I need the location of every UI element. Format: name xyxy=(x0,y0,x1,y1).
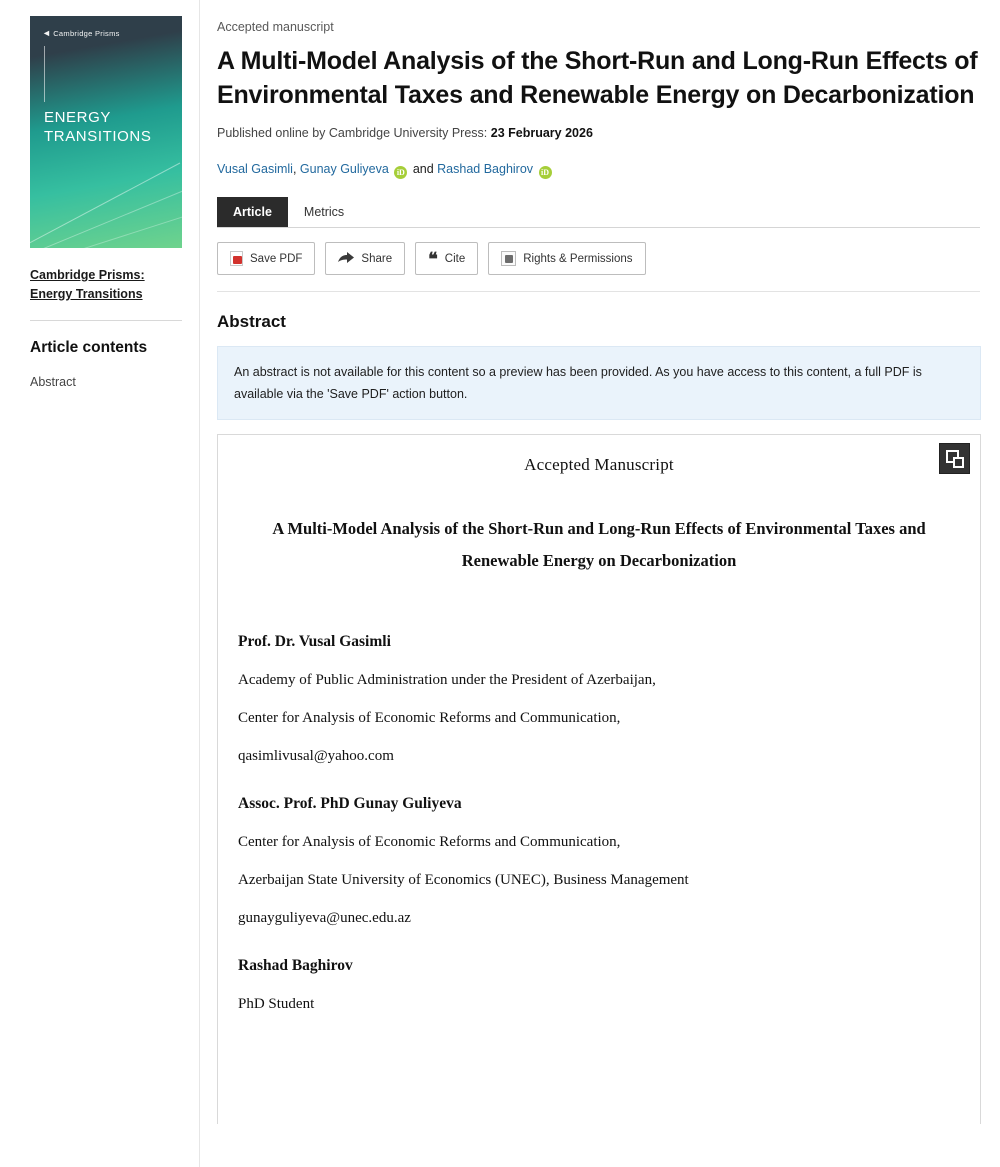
cover-title xyxy=(44,108,151,146)
preview-header: Accepted Manuscript xyxy=(524,455,674,474)
author-link-3[interactable]: Rashad Baghirov xyxy=(437,162,534,176)
orcid-icon-2[interactable]: iD xyxy=(394,166,407,179)
cite-button[interactable] xyxy=(415,242,478,275)
quote-icon: ❝ xyxy=(428,248,438,269)
pdf-preview-pane[interactable] xyxy=(217,434,981,1124)
page-title: A Multi-Model Analysis of the Short-Run and Long-Run Effects of Environmental Taxes and Renewable Energy on Decarbonization xyxy=(217,47,978,109)
preview-author-affiliation: Center for Analysis of Economic Reforms and Communication, xyxy=(238,710,621,726)
preview-author-name-2: Assoc. Prof. PhD Gunay Guliyeva xyxy=(238,795,462,812)
preview-author-block-3 xyxy=(238,957,980,1013)
preview-author-block-2 xyxy=(238,795,980,927)
share-arrow-icon xyxy=(338,252,354,265)
abstract-unavailable-notice: An abstract is not available for this content so a preview has been provided. As you have access to this content, a full PDF is available via the 'Save PDF' action button. xyxy=(217,346,981,420)
main-content xyxy=(200,0,1000,1124)
published-date: 23 February 2026 xyxy=(490,126,593,140)
share-label: Share xyxy=(361,252,393,265)
tab-bar xyxy=(217,197,980,228)
preview-author-block-1 xyxy=(238,633,980,765)
author-separator: , xyxy=(292,162,300,176)
accepted-manuscript-label: Accepted manuscript xyxy=(217,20,334,34)
rights-permissions-label: Rights & Permissions xyxy=(523,252,633,265)
preview-author-affiliation: Azerbaijan State University of Economics (UNEC), Business Management xyxy=(238,872,689,888)
cambridge-shield-icon: ◄ xyxy=(42,28,52,38)
preview-author-name-3: Rashad Baghirov xyxy=(238,957,353,974)
journal-link-line1: Cambridge Prisms: xyxy=(30,268,145,282)
published-prefix: Published online by Cambridge University Press: xyxy=(217,126,488,140)
rights-permissions-button[interactable] xyxy=(488,242,645,275)
expand-preview-button[interactable] xyxy=(939,443,970,474)
author-conjunction: and xyxy=(412,162,434,176)
article-contents-heading: Article contents xyxy=(30,339,148,356)
orcid-icon-3[interactable]: iD xyxy=(539,166,552,179)
preview-author-email: qasimlivusal@yahoo.com xyxy=(238,748,394,764)
save-pdf-button[interactable] xyxy=(217,242,315,275)
author-link-2[interactable]: Gunay Guliyeva xyxy=(299,162,389,176)
author-list xyxy=(217,162,980,179)
save-pdf-label: Save PDF xyxy=(250,252,303,265)
author-link-1[interactable]: Vusal Gasimli xyxy=(217,162,293,176)
preview-author-affiliation: Center for Analysis of Economic Reforms and Communication, xyxy=(238,834,621,850)
sidebar xyxy=(0,0,200,1167)
cover-title-line1: ENERGY xyxy=(44,109,111,126)
tab-metrics[interactable]: Metrics xyxy=(303,205,345,219)
preview-author-email: gunayguliyeva@unec.edu.az xyxy=(238,910,411,926)
journal-link[interactable] xyxy=(30,266,170,304)
pdf-icon xyxy=(230,251,243,266)
preview-title: A Multi-Model Analysis of the Short-Run and Long-Run Effects of Environmental Taxes and Renewable Energy on Decarbonization xyxy=(272,519,926,570)
action-toolbar xyxy=(217,242,980,292)
sidebar-divider xyxy=(30,320,182,321)
preview-author-affiliation: Academy of Public Administration under the President of Azerbaijan, xyxy=(238,672,656,688)
tab-article[interactable]: Article xyxy=(217,197,288,227)
journal-link-line2: Energy Transitions xyxy=(30,287,143,301)
sidebar-item-abstract[interactable]: Abstract xyxy=(30,375,76,389)
publication-line xyxy=(217,126,980,140)
share-button[interactable] xyxy=(325,242,405,275)
abstract-heading: Abstract xyxy=(217,312,286,331)
cover-title-line2: TRANSITIONS xyxy=(44,128,152,145)
cite-label: Cite xyxy=(444,252,466,265)
cover-publisher-logo: ◄ Cambridge Prisms xyxy=(42,28,120,38)
preview-author-name-1: Prof. Dr. Vusal Gasimli xyxy=(238,633,391,650)
rights-icon xyxy=(501,251,516,266)
cover-decorative-lines xyxy=(30,158,182,248)
cover-rule xyxy=(44,46,45,102)
preview-author-affiliation: PhD Student xyxy=(238,996,315,1012)
journal-cover-image[interactable] xyxy=(30,16,182,248)
